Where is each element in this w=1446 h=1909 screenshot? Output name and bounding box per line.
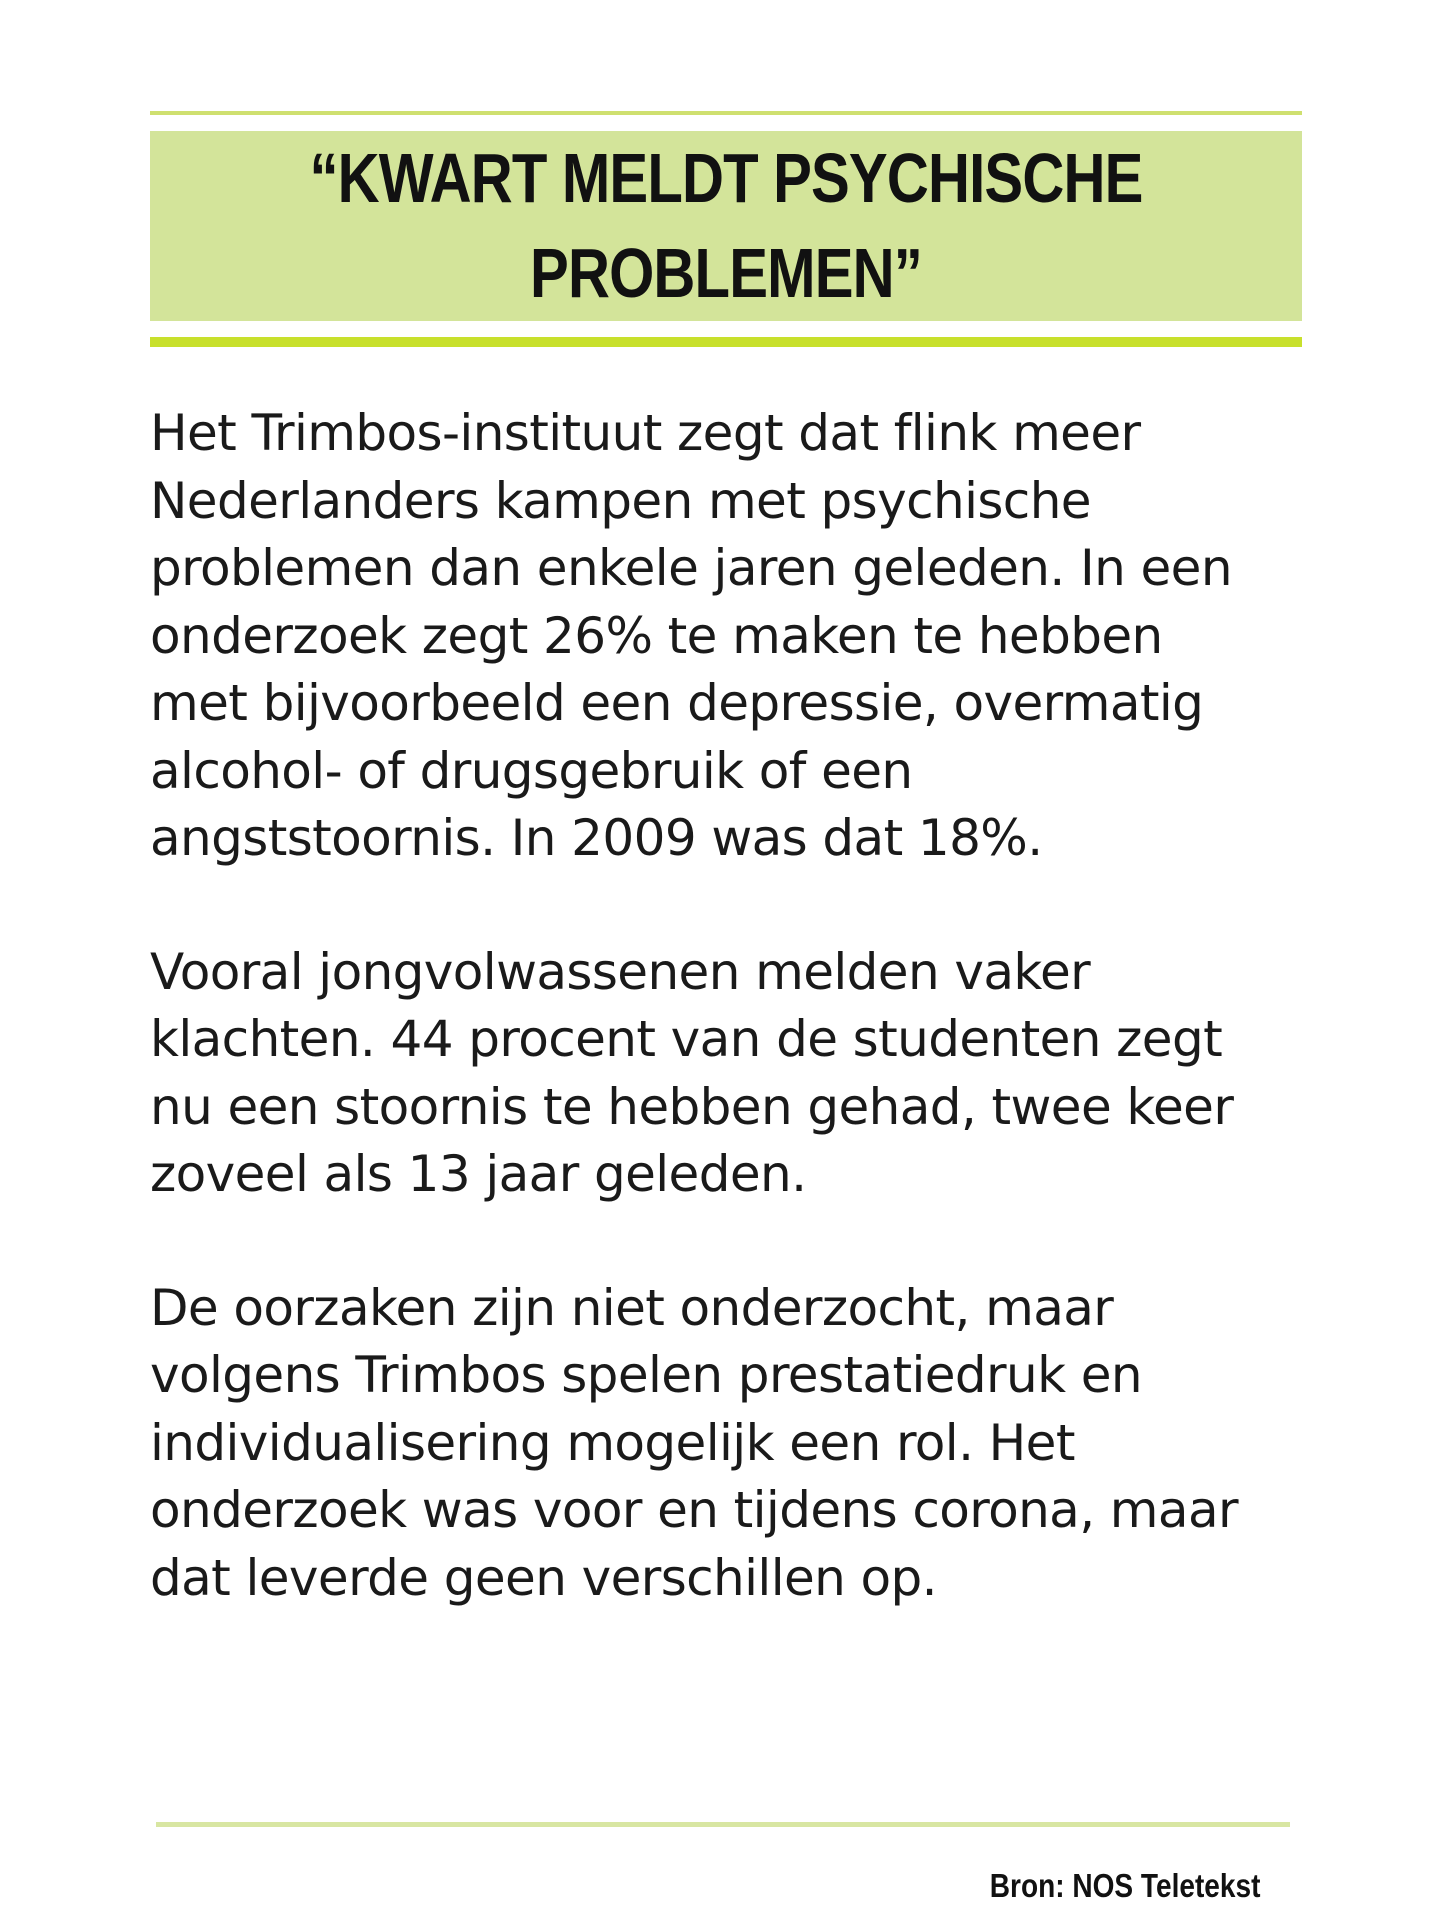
article-body [150,400,1310,1678]
title-underline-divider [150,337,1302,347]
top-divider [150,111,1302,115]
title-banner [150,131,1302,321]
source-credit: Bron: NOS Teletekst [989,1867,1260,1904]
paragraph-causes: De oorzaken zijn niet onderzocht, maar volgens Trimbos spelen prestatiedruk en individualisering mogelijk een rol. Het onderzoek was voor en tijdens corona, maar dat leverde geen verschillen op. [150,1278,1238,1607]
paragraph-intro: Het Trimbos-instituut zegt dat flink meer Nederlanders kampen met psychische problemen dan enkele jaren geleden. In een onderzoek zegt 26% te maken te hebben met bijvoorbeeld een depressie, overmatig alcohol- of drugsgebruik of een angststoornis. In 2009 was dat 18%. [150,404,1232,867]
bottom-divider [156,1822,1290,1827]
paragraph-young-adults: Vooral jongvolwassenen melden vaker klachten. 44 procent van de studenten zegt nu een stoornis te hebben gehad, twee keer zoveel als 13 jaar geleden. [150,942,1234,1203]
page-title: “KWART MELDT PSYCHISCHE PROBLEMEN” [309,139,1143,312]
